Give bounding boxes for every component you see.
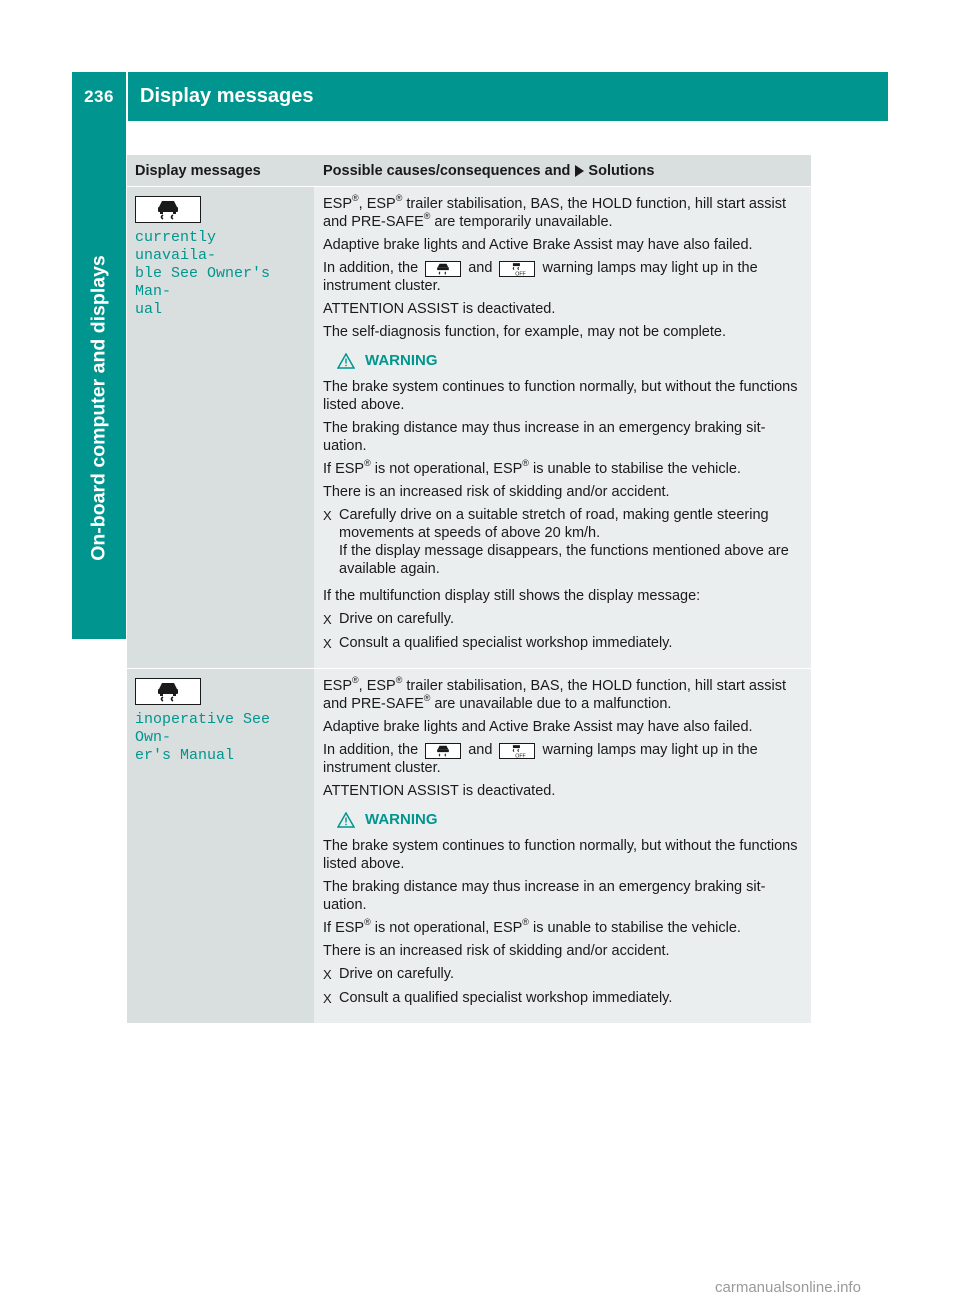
paragraph: If ESP® is not operational, ESP® is unable to stabilise the vehicle.	[323, 458, 741, 477]
paragraph: ATTENTION ASSIST is deactivated.	[323, 301, 556, 317]
esp-skid-icon	[425, 743, 461, 759]
table-row	[127, 187, 811, 668]
side-tab-label: On-board computer and displays	[87, 255, 110, 561]
causes-solutions-cell	[314, 669, 811, 1023]
display-message-cell	[127, 187, 314, 668]
display-message-text: inoperative See Own- er's Manual	[135, 711, 271, 764]
page-number: 236	[84, 86, 114, 106]
esp-off-icon	[499, 743, 535, 759]
table-row	[127, 669, 811, 1023]
col-header-display-messages: Display messages	[135, 162, 261, 179]
causes-solutions-cell	[314, 187, 811, 668]
table-header	[127, 155, 811, 186]
page-title: Display messages	[140, 85, 314, 107]
paragraph: There is an increased risk of skidding and/or accident.	[323, 943, 670, 959]
col-header-causes-solutions	[314, 163, 811, 179]
warning-heading: WARNING	[337, 811, 803, 828]
display-message-cell	[127, 669, 314, 1023]
play-arrow-icon	[575, 165, 584, 177]
warning-heading: WARNING	[337, 352, 803, 369]
instruction-step: X Consult a qualified specialist workshop immediately.	[323, 635, 673, 651]
esp-off-icon	[499, 261, 535, 277]
display-message-text: currently unavaila- ble See Owner's Man- ual	[135, 229, 271, 318]
warning-triangle-icon	[337, 812, 355, 828]
instruction-step: X Drive on carefully.	[323, 611, 454, 627]
paragraph: In addition, the and OFF warning lamps may light up in the instrument cluster.	[323, 260, 758, 294]
instruction-step: X Carefully drive on a suitable stretch of road, making gentle steering movements at speeds of above 20 km/h. If the display message disappears, the functions mentioned above are available again.	[323, 507, 789, 577]
paragraph: In addition, the and OFF warning lamps may light up in the instrument cluster.	[323, 742, 758, 776]
paragraph: The brake system continues to function normally, but without the functions listed above.	[323, 379, 798, 413]
paragraph: The braking distance may thus increase in an emergency braking sit-uation.	[323, 420, 766, 454]
esp-skid-icon	[425, 261, 461, 277]
step-marker-icon: X	[323, 612, 332, 627]
paragraph: If the multifunction display still shows the display message:	[323, 588, 701, 604]
paragraph: The self-diagnosis function, for example, may not be complete.	[323, 324, 726, 340]
warning-triangle-icon	[337, 353, 355, 369]
paragraph: The brake system continues to function normally, but without the functions listed above.	[323, 838, 798, 872]
step-marker-icon: X	[323, 967, 332, 982]
paragraph: The braking distance may thus increase in an emergency braking sit-uation.	[323, 879, 766, 913]
paragraph: If ESP® is not operational, ESP® is unable to stabilise the vehicle.	[323, 917, 741, 936]
paragraph: ATTENTION ASSIST is deactivated.	[323, 783, 556, 799]
esp-skid-icon	[135, 196, 201, 223]
instruction-step: X Consult a qualified specialist workshop immediately.	[323, 990, 673, 1006]
step-marker-icon: X	[323, 508, 332, 523]
paragraph: Adaptive brake lights and Active Brake Assist may have also failed.	[323, 719, 753, 735]
step-marker-icon: X	[323, 636, 332, 651]
svg-text:OFF: OFF	[515, 271, 527, 276]
col-header-causes: Possible causes/consequences and	[323, 162, 571, 179]
display-messages-table	[127, 155, 811, 1023]
esp-skid-icon	[135, 678, 201, 705]
page-header	[72, 72, 888, 121]
paragraph: There is an increased risk of skidding and/or accident.	[323, 484, 670, 500]
svg-text:OFF: OFF	[515, 753, 527, 758]
instruction-step: X Drive on carefully.	[323, 966, 454, 982]
step-marker-icon: X	[323, 991, 332, 1006]
col-header-solutions: Solutions	[588, 162, 655, 179]
header-divider	[126, 72, 128, 121]
paragraph: Adaptive brake lights and Active Brake Assist may have also failed.	[323, 237, 753, 253]
paragraph: ESP®, ESP® trailer stabilisation, BAS, the HOLD function, hill start assist and PRE-SAFE® are temporarily unavailable.	[323, 193, 786, 230]
watermark: carmanualsonline.info	[715, 1279, 861, 1296]
paragraph: ESP®, ESP® trailer stabilisation, BAS, the HOLD function, hill start assist and PRE-SAFE® are unavailable due to a malfunction.	[323, 675, 786, 712]
